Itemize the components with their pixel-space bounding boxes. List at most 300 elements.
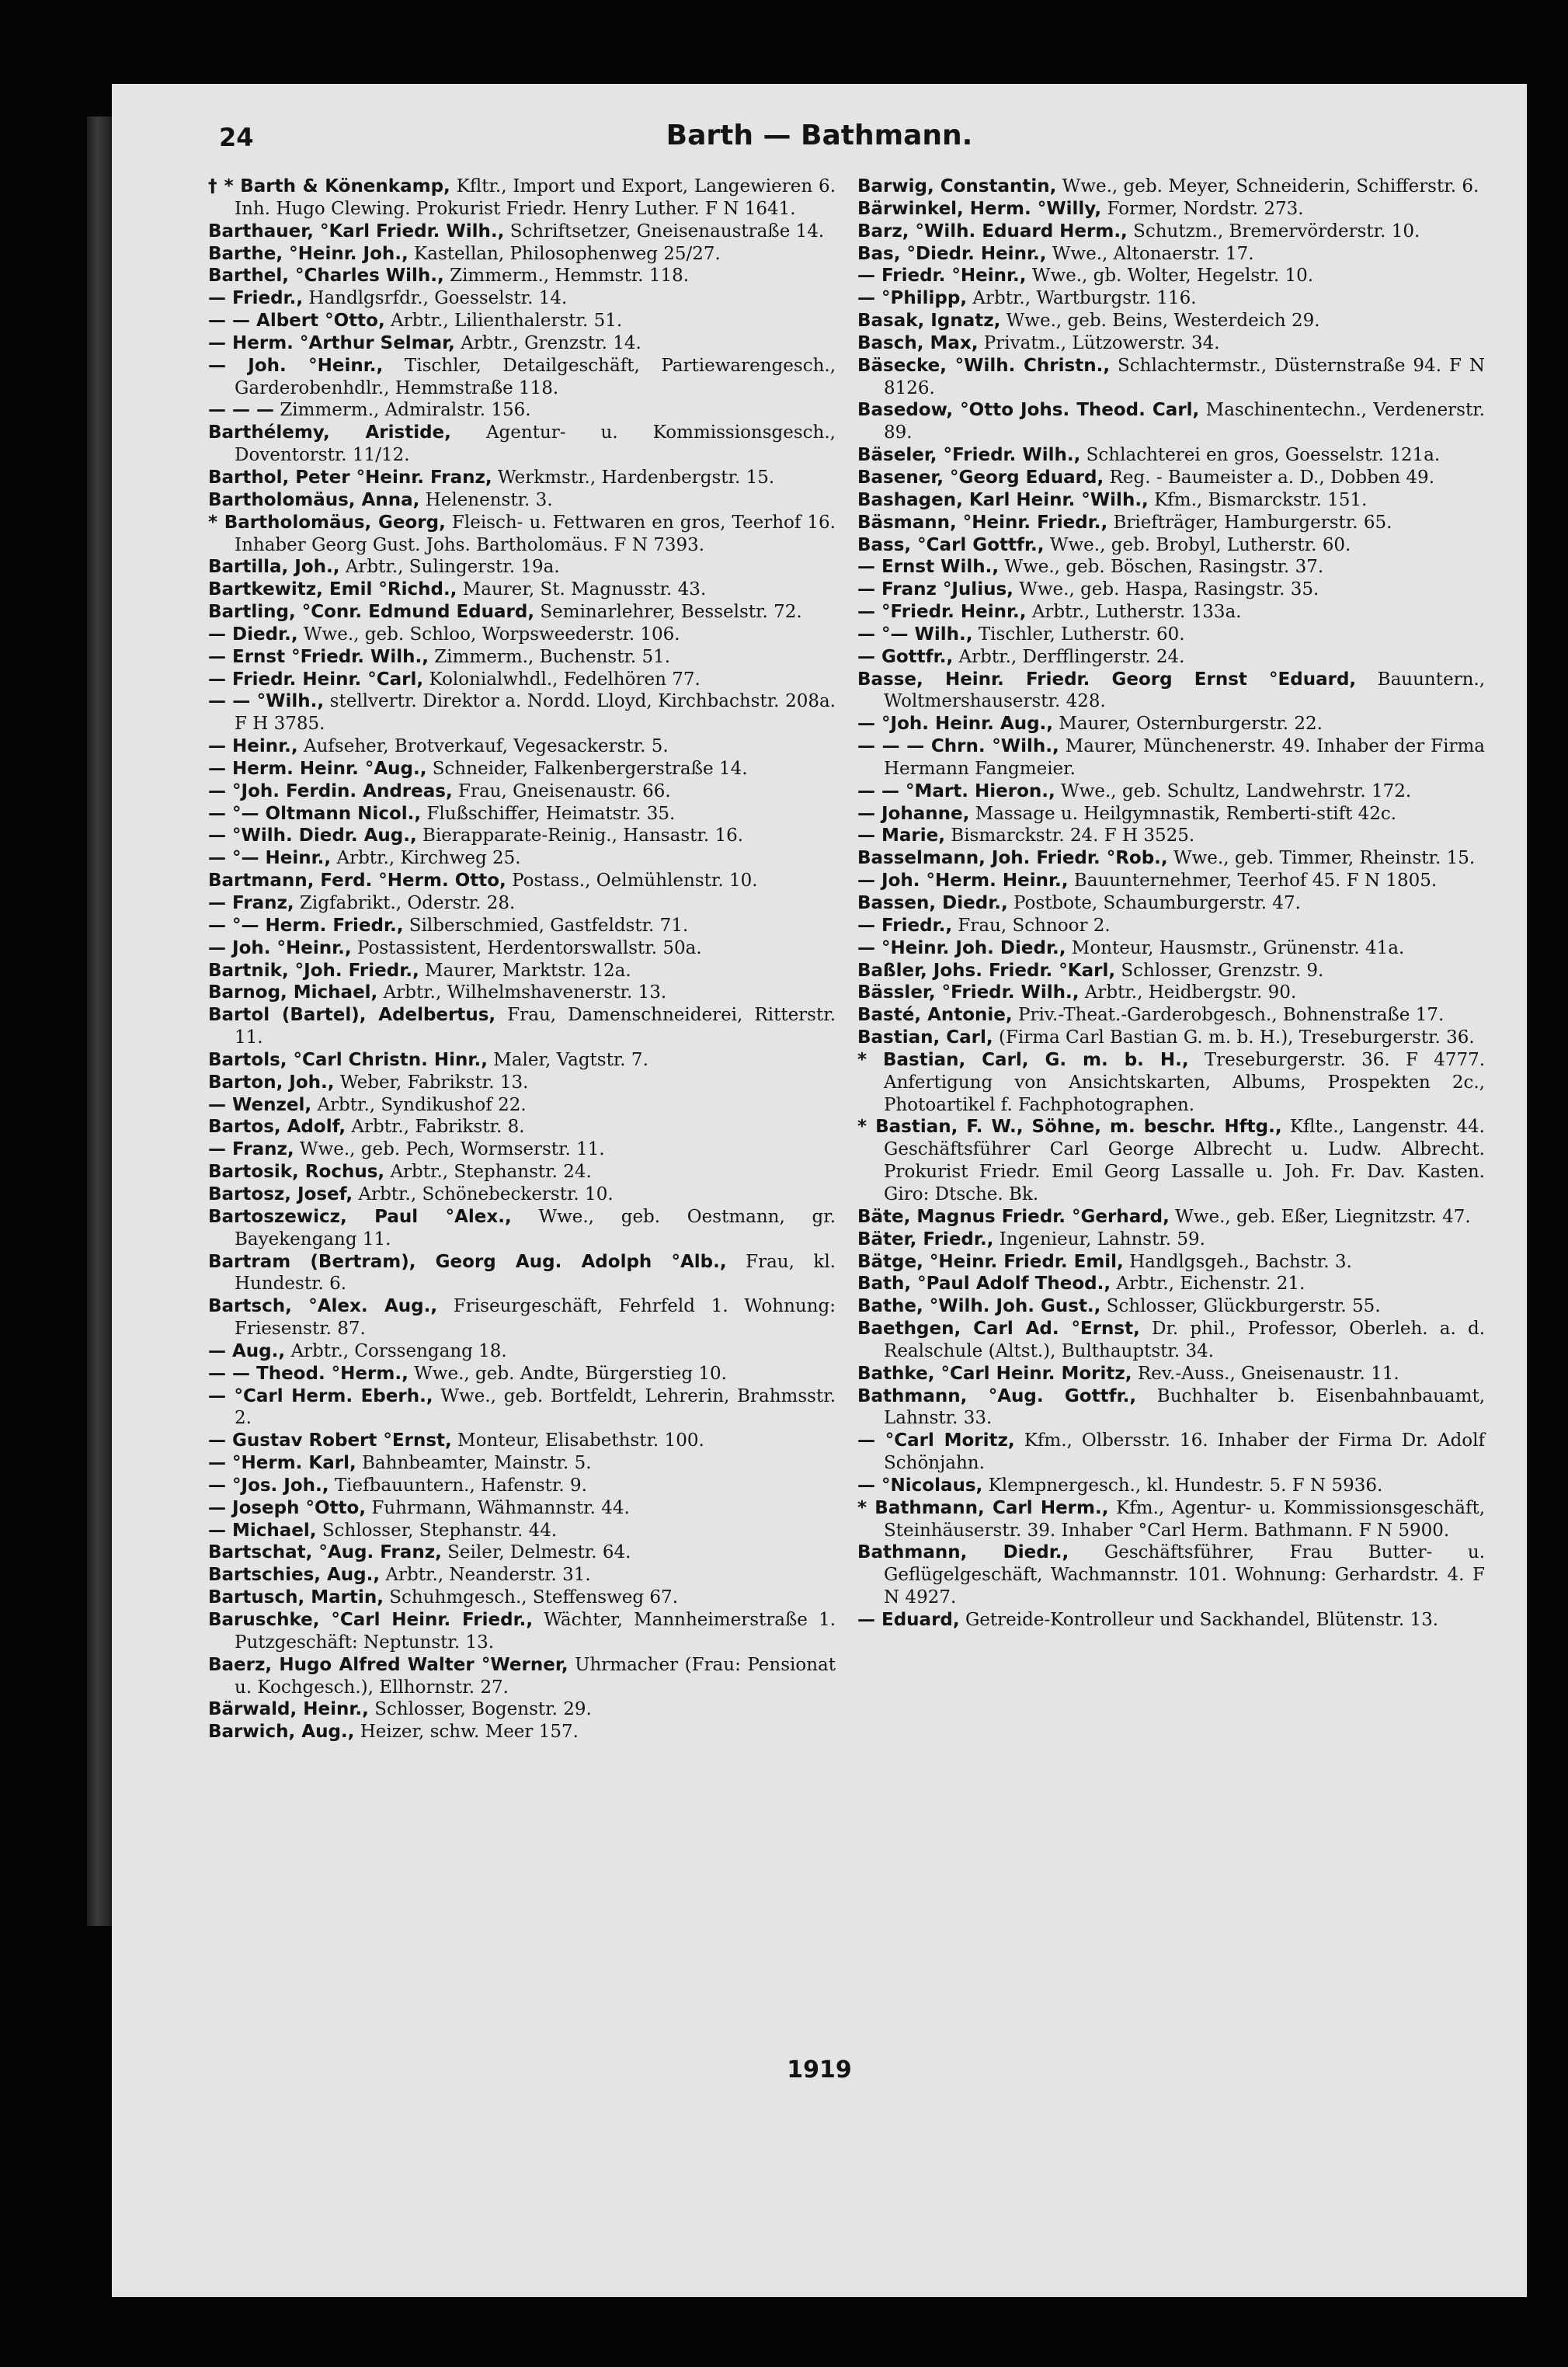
directory-entry bbox=[208, 1721, 836, 1743]
entry-details: Postbote, Schaumburgerstr. 47. bbox=[1013, 893, 1301, 913]
page-header bbox=[112, 84, 1527, 176]
entry-details: Schlosser, Grenzstr. 9. bbox=[1121, 960, 1324, 981]
entry-name: Bathmann, °Aug. Gottfr., bbox=[857, 1385, 1137, 1406]
entry-details: Wwe., geb. Pech, Wormserstr. 11. bbox=[299, 1139, 605, 1160]
entry-details: Wächter, Mannheimerstraße 1. Putzgeschäft: Neptunstr. 13. bbox=[235, 1610, 836, 1653]
entry-details: Treseburgerstr. 36. F 4777. Anfertigung von Ansichtskarten, Albums, Prospekten 2c., Photoartikel f. Fachphotographen. bbox=[884, 1049, 1486, 1115]
entry-details: Wwe., geb. Meyer, Schneiderin, Schifferstr. 6. bbox=[1062, 176, 1479, 196]
directory-entry bbox=[857, 1295, 1485, 1318]
directory-entry bbox=[857, 1273, 1485, 1295]
directory-entry bbox=[857, 624, 1485, 646]
entry-name: Bartmann, Ferd. °Herm. Otto, bbox=[208, 871, 506, 892]
entry-name: Bartsch, °Alex. Aug., bbox=[208, 1296, 438, 1317]
entry-name: — Marie, bbox=[857, 825, 945, 846]
directory-entry bbox=[208, 1094, 836, 1117]
entry-name: — Franz, bbox=[208, 1139, 294, 1160]
directory-entry bbox=[208, 1609, 836, 1654]
directory-entry bbox=[208, 1004, 836, 1049]
directory-entry bbox=[857, 780, 1485, 803]
directory-entry bbox=[857, 534, 1485, 557]
entry-name: Basse, Heinr. Friedr. Georg Ernst °Eduard, bbox=[857, 669, 1357, 690]
entry-name: Bartosik, Rochus, bbox=[208, 1162, 385, 1183]
directory-entry bbox=[208, 803, 836, 825]
entry-details: Postassistent, Herdentorswallstr. 50a. bbox=[356, 937, 702, 958]
entry-name: — Franz °Julius, bbox=[857, 579, 1013, 600]
directory-entry bbox=[208, 355, 836, 400]
entry-name: Bastian, Carl, bbox=[857, 1027, 993, 1048]
entry-details: Arbtr., Schönebeckerstr. 10. bbox=[358, 1184, 614, 1204]
entry-name: Bartoszewicz, Paul °Alex., bbox=[208, 1206, 512, 1227]
entry-details: Schlachterei en gros, Goesselstr. 121a. bbox=[1086, 445, 1441, 466]
entry-name: — Herm. °Arthur Selmar, bbox=[208, 332, 455, 353]
entry-details: Wwe., geb. Schultz, Landwehrstr. 172. bbox=[1061, 780, 1412, 801]
entry-details: Frau, Schnoor 2. bbox=[958, 915, 1111, 936]
directory-entry bbox=[208, 1564, 836, 1587]
entry-details: Privatm., Lützowerstr. 34. bbox=[983, 332, 1220, 353]
entry-name: Bashagen, Karl Heinr. °Wilh., bbox=[857, 489, 1149, 510]
entry-details: Arbtr., Sulingerstr. 19a. bbox=[345, 557, 560, 578]
directory-page bbox=[112, 84, 1527, 2297]
entry-details: Monteur, Hausmstr., Grünenstr. 41a. bbox=[1071, 937, 1405, 958]
directory-entry bbox=[208, 1251, 836, 1296]
entry-details: Priv.-Theat.-Garderobgesch., Bohnenstraße 17. bbox=[1017, 1005, 1445, 1026]
entry-name: Barthe, °Heinr. Joh., bbox=[208, 243, 409, 264]
entry-details: Dr. phil., Professor, Oberleh. a. d. Realschule (Altst.), Bulthauptstr. 34. bbox=[884, 1319, 1486, 1361]
entry-details: Getreide-Kontrolleur und Sackhandel, Blütenstr. 13. bbox=[965, 1610, 1439, 1630]
entry-details: Arbtr., Heidbergstr. 90. bbox=[1084, 982, 1297, 1003]
directory-entry bbox=[208, 1475, 836, 1497]
directory-entry bbox=[208, 310, 836, 332]
entry-details: Werkmstr., Hardenbergstr. 15. bbox=[497, 467, 775, 488]
directory-entry bbox=[857, 1609, 1485, 1632]
entry-details: Zimmerm., Hemmstr. 118. bbox=[450, 266, 690, 287]
entry-name: Baethgen, Carl Ad. °Ernst, bbox=[857, 1319, 1140, 1340]
entry-name: Bartol (Bartel), Adelbertus, bbox=[208, 1005, 496, 1026]
directory-entry bbox=[857, 803, 1485, 825]
entry-details: Klempnergesch., kl. Hundestr. 5. F N 5936. bbox=[988, 1475, 1383, 1496]
directory-entry bbox=[857, 870, 1485, 892]
entry-details: Helenenstr. 3. bbox=[425, 489, 553, 510]
entry-name: — — Theod. °Herm., bbox=[208, 1363, 409, 1384]
left-column bbox=[208, 176, 836, 1743]
entry-details: Arbtr., Kirchweg 25. bbox=[336, 848, 521, 869]
entry-details: Maschinentechn., Verdenerstr. 89. bbox=[884, 400, 1485, 443]
directory-entry bbox=[208, 601, 836, 624]
directory-entry bbox=[857, 1497, 1485, 1542]
entry-details: Arbtr., Grenzstr. 14. bbox=[461, 332, 641, 353]
directory-entry bbox=[208, 399, 836, 422]
entry-details: Buchhalter b. Eisenbahnbauamt, Lahnstr. 33. bbox=[884, 1385, 1486, 1429]
directory-entry bbox=[208, 735, 836, 758]
entry-details: Handlgsrfdr., Goesselstr. 14. bbox=[308, 288, 568, 309]
directory-entry bbox=[857, 444, 1485, 467]
entry-name: * Bartholomäus, Georg, bbox=[208, 512, 446, 533]
entry-details: Ingenieur, Lahnstr. 59. bbox=[999, 1229, 1205, 1250]
entry-details: Wwe., geb. Beins, Westerdeich 29. bbox=[1006, 311, 1320, 332]
entry-details: Arbtr., Wartburgstr. 116. bbox=[972, 288, 1197, 309]
directory-entry bbox=[208, 1497, 836, 1520]
directory-entry bbox=[208, 1520, 836, 1542]
entry-details: Aufseher, Brotverkauf, Vegesackerstr. 5. bbox=[303, 736, 669, 757]
entry-name: Bäte, Magnus Friedr. °Gerhard, bbox=[857, 1206, 1170, 1227]
entry-details: Bierapparate-Reinig., Hansastr. 16. bbox=[422, 825, 744, 846]
entry-details: Zimmerm., Buchenstr. 51. bbox=[434, 646, 671, 667]
entry-details: Uhrmacher (Frau: Pensionat u. Kochgesch.), Ellhornstr. 27. bbox=[235, 1654, 836, 1698]
entry-details: Heizer, schw. Meer 157. bbox=[360, 1722, 579, 1743]
book-spine bbox=[87, 116, 113, 1926]
entry-details: Arbtr., Lutherstr. 133a. bbox=[1031, 602, 1242, 623]
entry-details: Arbtr., Eichenstr. 21. bbox=[1116, 1274, 1306, 1295]
entry-details: Arbtr., Neanderstr. 31. bbox=[385, 1565, 591, 1586]
entry-name: Bartling, °Conr. Edmund Eduard, bbox=[208, 602, 535, 623]
directory-entry bbox=[208, 669, 836, 691]
directory-entry bbox=[857, 1004, 1485, 1027]
directory-entry bbox=[208, 265, 836, 287]
directory-entry bbox=[857, 847, 1485, 870]
entry-name: Barton, Joh., bbox=[208, 1072, 335, 1093]
entry-details: Fuhrmann, Wähmannstr. 44. bbox=[371, 1497, 630, 1518]
entry-name: — Michael, bbox=[208, 1520, 317, 1541]
entry-details: Arbtr., Wilhelmshavenerstr. 13. bbox=[383, 982, 667, 1003]
directory-entry bbox=[857, 579, 1485, 601]
entry-details: stellvertr. Direktor a. Nordd. Lloyd, Kirchbachstr. 208a. F H 3785. bbox=[235, 691, 836, 735]
entry-name: — Herm. Heinr. °Aug., bbox=[208, 758, 427, 779]
entry-name: — — °Mart. Hieron., bbox=[857, 780, 1055, 801]
directory-entry bbox=[208, 1295, 836, 1340]
directory-entry bbox=[208, 287, 836, 310]
entry-details: Wwe., geb. Schloo, Worpsweederstr. 106. bbox=[303, 624, 680, 645]
entry-name: Bathe, °Wilh. Joh. Gust., bbox=[857, 1296, 1101, 1317]
entry-name: † * Barth & Könenkamp, bbox=[208, 176, 450, 196]
entry-name: — °Wilh. Diedr. Aug., bbox=[208, 825, 417, 846]
entry-name: Basté, Antonie, bbox=[857, 1005, 1013, 1026]
entry-name: Basch, Max, bbox=[857, 332, 979, 353]
directory-entry bbox=[208, 1363, 836, 1385]
directory-entry bbox=[857, 332, 1485, 355]
entry-name: — °— Heinr., bbox=[208, 848, 332, 869]
entry-details: Maurer, Marktstr. 12a. bbox=[425, 960, 631, 981]
entry-details: Massage u. Heilgymnastik, Remberti-stift 42c. bbox=[975, 803, 1397, 824]
entry-details: Bahnbeamter, Mainstr. 5. bbox=[362, 1453, 592, 1474]
directory-entry bbox=[857, 310, 1485, 332]
entry-name: — °Friedr. Heinr., bbox=[857, 602, 1027, 623]
entry-name: — °— Wilh., bbox=[857, 624, 973, 645]
entry-details: Tischler, Detailgeschäft, Partiewarengesch., Garderobenhdlr., Hemmstraße 118. bbox=[235, 355, 836, 398]
entry-name: Bätge, °Heinr. Friedr. Emil, bbox=[857, 1251, 1124, 1272]
directory-entry bbox=[208, 690, 836, 735]
directory-entry bbox=[208, 1049, 836, 1072]
entry-details: Agentur- u. Kommissionsgesch., Doventorstr. 11/12. bbox=[235, 422, 836, 466]
entry-name: Barwig, Constantin, bbox=[857, 176, 1057, 196]
entry-name: — °Carl Moritz, bbox=[857, 1430, 1015, 1451]
entry-details: Kfm., Bismarckstr. 151. bbox=[1154, 489, 1368, 510]
directory-entry bbox=[208, 1072, 836, 1094]
entry-details: Maler, Vagtstr. 7. bbox=[493, 1049, 648, 1070]
entry-name: Basselmann, Joh. Friedr. °Rob., bbox=[857, 848, 1168, 869]
directory-entry bbox=[208, 1385, 836, 1430]
entry-details: Bauuntern., Woltmershauserstr. 428. bbox=[884, 669, 1486, 712]
directory-entry bbox=[208, 176, 836, 221]
entry-details: Maurer, Osternburgerstr. 22. bbox=[1059, 714, 1323, 735]
entry-name: Bäsmann, °Heinr. Friedr., bbox=[857, 512, 1108, 533]
directory-entry bbox=[208, 243, 836, 266]
entry-details: Former, Nordstr. 273. bbox=[1107, 198, 1304, 219]
entry-name: — Franz, bbox=[208, 893, 294, 913]
entry-details: Friseurgeschäft, Fehrfeld 1. Wohnung: Friesenstr. 87. bbox=[235, 1296, 836, 1340]
entry-details: Seiler, Delmestr. 64. bbox=[447, 1542, 631, 1563]
entry-name: Basak, Ignatz, bbox=[857, 311, 1001, 332]
page-title: Barth — Bathmann. bbox=[666, 120, 973, 151]
entry-details: Frau, Damenschneiderei, Ritterstr. 11. bbox=[235, 1005, 836, 1048]
entry-name: Baßler, Johs. Friedr. °Karl, bbox=[857, 960, 1116, 981]
entry-details: (Firma Carl Bastian G. m. b. H.), Treseburgerstr. 36. bbox=[998, 1027, 1475, 1048]
entry-name: — Joseph °Otto, bbox=[208, 1497, 367, 1518]
entry-name: Barthélemy, Aristide, bbox=[208, 422, 451, 443]
entry-name: * Bathmann, Carl Herm., bbox=[857, 1497, 1109, 1518]
entry-name: — °— Herm. Friedr., bbox=[208, 915, 404, 936]
entry-name: Bäseler, °Friedr. Wilh., bbox=[857, 445, 1081, 466]
entry-name: — Friedr., bbox=[857, 915, 953, 936]
page-footer-year: 1919 bbox=[787, 2056, 852, 2084]
directory-entry bbox=[857, 489, 1485, 512]
directory-entry bbox=[208, 825, 836, 847]
entry-details: Flußschiffer, Heimatstr. 35. bbox=[426, 803, 676, 824]
entry-details: Weber, Fabrikstr. 13. bbox=[339, 1072, 529, 1093]
directory-entry bbox=[857, 1251, 1485, 1274]
entry-details: Schlachtermstr., Düsternstraße 94. F N 8126. bbox=[884, 355, 1486, 398]
directory-entry bbox=[208, 1430, 836, 1452]
directory-entry bbox=[208, 579, 836, 601]
entry-name: Bass, °Carl Gottfr., bbox=[857, 534, 1045, 555]
directory-entry bbox=[857, 713, 1485, 735]
entry-name: Bassen, Diedr., bbox=[857, 893, 1008, 913]
entry-details: Schneider, Falkenbergerstraße 14. bbox=[432, 758, 748, 779]
entry-details: Wwe., geb. Haspa, Rasingstr. 35. bbox=[1019, 579, 1319, 600]
directory-entry bbox=[857, 1027, 1485, 1049]
entry-name: Bartols, °Carl Christn. Hinr., bbox=[208, 1049, 488, 1070]
directory-entry bbox=[208, 221, 836, 243]
directory-entry bbox=[857, 1385, 1485, 1430]
directory-entry bbox=[208, 332, 836, 355]
entry-name: — Joh. °Heinr., bbox=[208, 937, 352, 958]
entry-name: Bartkewitz, Emil °Richd., bbox=[208, 579, 457, 600]
entry-details: Bauunternehmer, Teerhof 45. F N 1805. bbox=[1073, 871, 1438, 892]
entry-name: — °Joh. Ferdin. Andreas, bbox=[208, 780, 453, 801]
entry-name: Bäsecke, °Wilh. Christn., bbox=[857, 355, 1111, 376]
directory-entry bbox=[208, 646, 836, 669]
entry-name: — Joh. °Heinr., bbox=[208, 355, 384, 376]
entry-details: Zimmerm., Admiralstr. 156. bbox=[280, 400, 531, 421]
entry-details: Tischler, Lutherstr. 60. bbox=[978, 624, 1185, 645]
entry-name: — °Herm. Karl, bbox=[208, 1453, 356, 1474]
entry-name: Bässler, °Friedr. Wilh., bbox=[857, 982, 1080, 1003]
entry-name: — °Heinr. Joh. Diedr., bbox=[857, 937, 1066, 958]
directory-entry bbox=[857, 287, 1485, 310]
entry-name: Barthel, °Charles Wilh., bbox=[208, 266, 444, 287]
entry-name: — Joh. °Herm. Heinr., bbox=[857, 871, 1069, 892]
entry-details: Wwe., gb. Wolter, Hegelstr. 10. bbox=[1031, 266, 1314, 287]
entry-details: Wwe., geb. Eßer, Liegnitzstr. 47. bbox=[1175, 1206, 1471, 1227]
entry-name: — Aug., bbox=[208, 1340, 286, 1361]
entry-name: Bärwald, Heinr., bbox=[208, 1699, 369, 1720]
entry-details: Wwe., geb. Timmer, Rheinstr. 15. bbox=[1173, 848, 1476, 869]
entry-details: Schlosser, Bogenstr. 29. bbox=[374, 1699, 592, 1720]
directory-entry bbox=[857, 221, 1485, 243]
entry-name: Bathmann, Diedr., bbox=[857, 1542, 1069, 1563]
entry-details: Kfm., Olbersstr. 16. Inhaber der Firma Dr. Adolf Schönjahn. bbox=[884, 1430, 1486, 1474]
entry-name: — °Philipp, bbox=[857, 288, 968, 309]
entry-name: Bartram (Bertram), Georg Aug. Adolph °Alb., bbox=[208, 1251, 727, 1272]
directory-entry bbox=[208, 1452, 836, 1475]
directory-entry bbox=[857, 646, 1485, 669]
entry-details: Schutzm., Bremervörderstr. 10. bbox=[1133, 221, 1420, 242]
directory-entry bbox=[857, 1430, 1485, 1475]
directory-entry bbox=[857, 982, 1485, 1004]
entry-details: Wwe., geb. Brobyl, Lutherstr. 60. bbox=[1049, 534, 1351, 555]
entry-name: — Friedr., bbox=[208, 288, 304, 309]
entry-name: Bartnik, °Joh. Friedr., bbox=[208, 960, 419, 981]
directory-entry bbox=[208, 915, 836, 937]
directory-entry bbox=[857, 915, 1485, 937]
entry-name: — — — Chrn. °Wilh., bbox=[857, 736, 1059, 757]
entry-name: Bartosz, Josef, bbox=[208, 1184, 353, 1204]
entry-name: Basedow, °Otto Johs. Theod. Carl, bbox=[857, 400, 1200, 421]
entry-name: — — — bbox=[208, 400, 275, 421]
directory-entry bbox=[857, 198, 1485, 221]
entry-details: Frau, kl. Hundestr. 6. bbox=[235, 1251, 836, 1295]
entry-name: Bas, °Diedr. Heinr., bbox=[857, 243, 1047, 264]
directory-entry bbox=[208, 1184, 836, 1206]
entry-details: Schuhmgesch., Steffensweg 67. bbox=[389, 1587, 679, 1608]
entry-name: — Friedr. Heinr. °Carl, bbox=[208, 669, 424, 690]
entry-name: Bartholomäus, Anna, bbox=[208, 489, 420, 510]
directory-entry bbox=[208, 1698, 836, 1721]
entry-name: — °Joh. Heinr. Aug., bbox=[857, 714, 1054, 735]
directory-entry bbox=[208, 870, 836, 892]
entry-details: Zigfabrikt., Oderstr. 28. bbox=[299, 893, 516, 913]
page-number: 24 bbox=[219, 123, 254, 152]
entry-name: Bärwinkel, Herm. °Willy, bbox=[857, 198, 1102, 219]
entry-details: Arbtr., Derfflingerstr. 24. bbox=[958, 646, 1185, 667]
entry-details: Handlgsgeh., Bachstr. 3. bbox=[1129, 1251, 1352, 1272]
entry-details: Wwe., geb. Andte, Bürgerstieg 10. bbox=[414, 1363, 727, 1384]
directory-entry bbox=[857, 601, 1485, 624]
directory-entry bbox=[208, 780, 836, 803]
directory-entry bbox=[857, 243, 1485, 266]
entry-name: — Eduard, bbox=[857, 1610, 960, 1630]
entry-name: — Gottfr., bbox=[857, 646, 954, 667]
entry-details: Arbtr., Stephanstr. 24. bbox=[390, 1162, 592, 1183]
entry-details: Wwe., geb. Oestmann, gr. Bayekengang 11. bbox=[235, 1206, 836, 1250]
entry-details: Frau, Gneisenaustr. 66. bbox=[458, 780, 671, 801]
entry-name: — Ernst Wilh., bbox=[857, 557, 1000, 578]
entry-details: Fleisch- u. Fettwaren en gros, Teerhof 16. Inhaber Georg Gust. Johs. Bartholomäus. F N 7393. bbox=[235, 512, 836, 555]
directory-entry bbox=[857, 937, 1485, 960]
directory-entry bbox=[208, 982, 836, 1004]
directory-entry bbox=[208, 847, 836, 870]
directory-entry bbox=[857, 355, 1485, 400]
entry-name: Bartschies, Aug., bbox=[208, 1565, 381, 1586]
entry-name: Bartos, Adolf, bbox=[208, 1117, 346, 1138]
directory-entry bbox=[208, 512, 836, 557]
entry-name: Barthauer, °Karl Friedr. Wilh., bbox=[208, 221, 505, 242]
directory-entry bbox=[208, 624, 836, 646]
directory-entry bbox=[857, 1475, 1485, 1497]
entry-name: — Friedr. °Heinr., bbox=[857, 266, 1027, 287]
directory-entry bbox=[208, 1654, 836, 1699]
entry-details: Briefträger, Hamburgerstr. 65. bbox=[1113, 512, 1392, 533]
directory-entry bbox=[857, 1116, 1485, 1205]
entry-name: Barnog, Michael, bbox=[208, 982, 378, 1003]
directory-entry bbox=[857, 669, 1485, 714]
entry-name: — Wenzel, bbox=[208, 1094, 312, 1115]
entry-name: — °Carl Herm. Eberh., bbox=[208, 1385, 433, 1406]
directory-entry bbox=[857, 467, 1485, 489]
entry-name: Bartschat, °Aug. Franz, bbox=[208, 1542, 442, 1563]
entry-name: Bathke, °Carl Heinr. Moritz, bbox=[857, 1363, 1132, 1384]
directory-entry bbox=[857, 1542, 1485, 1609]
directory-entry bbox=[857, 1229, 1485, 1251]
directory-entry bbox=[857, 735, 1485, 780]
entry-name: — Ernst °Friedr. Wilh., bbox=[208, 646, 429, 667]
entry-details: Kflte., Langenstr. 44. Geschäftsführer Carl George Albrecht u. Ludw. Albrecht. Prokurist Friedr. Emil Georg Lassalle u. Joh. Fr. Dav. Kasten. Giro: Dtsche. Bk. bbox=[884, 1117, 1485, 1204]
entry-details: Wwe., geb. Böschen, Rasingstr. 37. bbox=[1004, 557, 1324, 578]
directory-entry bbox=[208, 1587, 836, 1609]
entry-details: Geschäftsführer, Frau Butter- u. Geflügelgeschäft, Wachmannstr. 101. Wohnung: Gerhardstr. 4. F N 4927. bbox=[884, 1542, 1486, 1608]
directory-entry bbox=[857, 399, 1485, 444]
entry-details: Kolonialwhdl., Fedelhören 77. bbox=[429, 669, 701, 690]
entry-details: Reg. - Baumeister a. D., Dobben 49. bbox=[1109, 467, 1435, 488]
entry-details: Kastellan, Philosophenweg 25/27. bbox=[414, 243, 721, 264]
entry-details: Schlosser, Stephanstr. 44. bbox=[322, 1520, 558, 1541]
entry-name: — °Jos. Joh., bbox=[208, 1475, 329, 1496]
entry-details: Kfm., Agentur- u. Kommissionsgeschäft, Steinhäuserstr. 39. Inhaber °Carl Herm. Bathmann. F N 5900. bbox=[884, 1497, 1486, 1541]
entry-name: Bath, °Paul Adolf Theod., bbox=[857, 1274, 1111, 1295]
entry-name: Baruschke, °Carl Heinr. Friedr., bbox=[208, 1610, 534, 1630]
entry-name: — Johanne, bbox=[857, 803, 970, 824]
right-column bbox=[857, 176, 1485, 1632]
entry-name: Barthol, Peter °Heinr. Franz, bbox=[208, 467, 492, 488]
entry-name: — — °Wilh., bbox=[208, 691, 325, 712]
directory-entry bbox=[208, 1340, 836, 1363]
directory-entry bbox=[857, 960, 1485, 982]
entry-details: Arbtr., Syndikushof 22. bbox=[317, 1094, 527, 1115]
entry-name: Basener, °Georg Eduard, bbox=[857, 467, 1104, 488]
directory-entry bbox=[208, 1116, 836, 1138]
entry-name: Barz, °Wilh. Eduard Herm., bbox=[857, 221, 1128, 242]
directory-entry bbox=[857, 1363, 1485, 1385]
entry-name: — °Nicolaus, bbox=[857, 1475, 983, 1496]
directory-entry bbox=[857, 176, 1485, 198]
directory-entry bbox=[857, 1206, 1485, 1229]
entry-details: Maurer, Münchenerstr. 49. Inhaber der Firma Hermann Fangmeier. bbox=[884, 736, 1485, 779]
entry-name: — °— Oltmann Nicol., bbox=[208, 803, 422, 824]
entry-details: Bismarckstr. 24. F H 3525. bbox=[951, 825, 1195, 846]
entry-details: Arbtr., Fabrikstr. 8. bbox=[351, 1117, 525, 1138]
entry-name: Bartilla, Joh., bbox=[208, 557, 340, 578]
entry-details: Wwe., geb. Bortfeldt, Lehrerin, Brahmsstr. 2. bbox=[235, 1385, 836, 1429]
directory-entry bbox=[208, 937, 836, 960]
entry-details: Kfltr., Import und Export, Langewieren 6. Inh. Hugo Clewing. Prokurist Friedr. Henry Luther. F N 1641. bbox=[235, 176, 836, 219]
directory-entry bbox=[857, 825, 1485, 847]
entry-name: Barwich, Aug., bbox=[208, 1722, 355, 1743]
directory-entry bbox=[208, 1161, 836, 1184]
directory-entry bbox=[857, 892, 1485, 915]
entry-details: Tiefbauuntern., Hafenstr. 9. bbox=[334, 1475, 587, 1496]
directory-entry bbox=[208, 1542, 836, 1564]
directory-entry bbox=[208, 556, 836, 579]
entry-name: * Bastian, F. W., Söhne, m. beschr. Hftg., bbox=[857, 1117, 1282, 1138]
